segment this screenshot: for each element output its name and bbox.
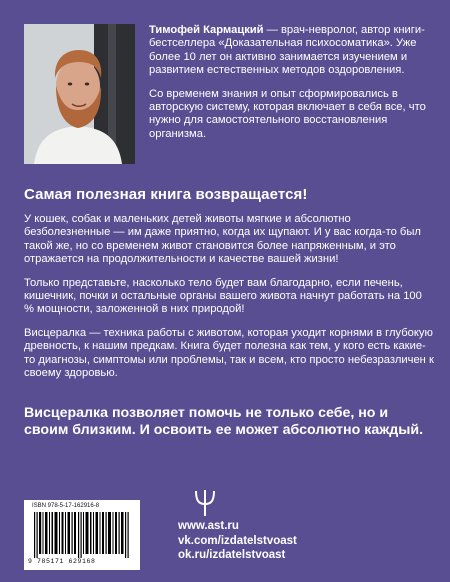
link-website[interactable]: www.ast.ru <box>178 520 239 532</box>
headline: Самая полезная книга возвращается! <box>24 186 308 203</box>
barcode <box>24 500 140 570</box>
author-photo <box>24 24 135 164</box>
barcode-bars <box>32 512 132 558</box>
description-paragraph-2: Только представьте, насколько тело будет вам благодарно, если печень, кишечник, почки и остальные органы вашего живота начнут работать на 100 % мощности, заложенной в них природой! <box>24 276 422 316</box>
author-bio-paragraph <box>149 24 434 78</box>
link-vk[interactable]: vk.com/izdatelstvoast <box>178 534 297 547</box>
author-bio-paragraph-2: Со временем знания и опыт сформировались в авторскую систему, которая включает в себя все, что нужно для самостоятельного восстановления организма. <box>149 87 426 140</box>
barcode-number: 9 785171 629168 <box>28 558 96 565</box>
link-ok[interactable]: ok.ru/izdatelstvoast <box>178 549 286 561</box>
author-portrait-image <box>24 24 135 164</box>
isbn-label: ISBN 978-5-17-162916-8 <box>32 503 100 509</box>
call-to-action: Висцералка позволяет помочь не только себе, но и своим близким. И освоить ее может абсолютно каждый. <box>24 405 424 438</box>
author-name: Тимофей Кармацкий <box>149 24 264 36</box>
psi-icon <box>194 489 216 517</box>
description-paragraph-1: У кошек, собак и маленьких детей животы мягкие и абсолютно безболезненные — им даже приятно, когда их щупают. И у вас когда-то был такой же, но со временем живот становится более напряженным, и это отражается на продолжительности и качестве вашей жизни! <box>24 213 421 266</box>
description-paragraph-3: Висцералка — техника работы с животом, которая уходит корнями в глубокую древность, к нашим предкам. Книга будет полезна как тем, у кого есть какие-то диагнозы, симптомы или проблемы, так и всем, кто просто небезразличен к своему здоровью. <box>24 326 434 380</box>
author-bio-text: — врач-невролог, автор книги-бестселлера «Доказательная психосоматика». Уже более 10 лет он активно занимается изучением и развитием естественных методов оздоровления. <box>149 24 425 77</box>
description <box>24 213 434 390</box>
author-bio <box>149 24 434 151</box>
publisher-links <box>178 519 297 563</box>
